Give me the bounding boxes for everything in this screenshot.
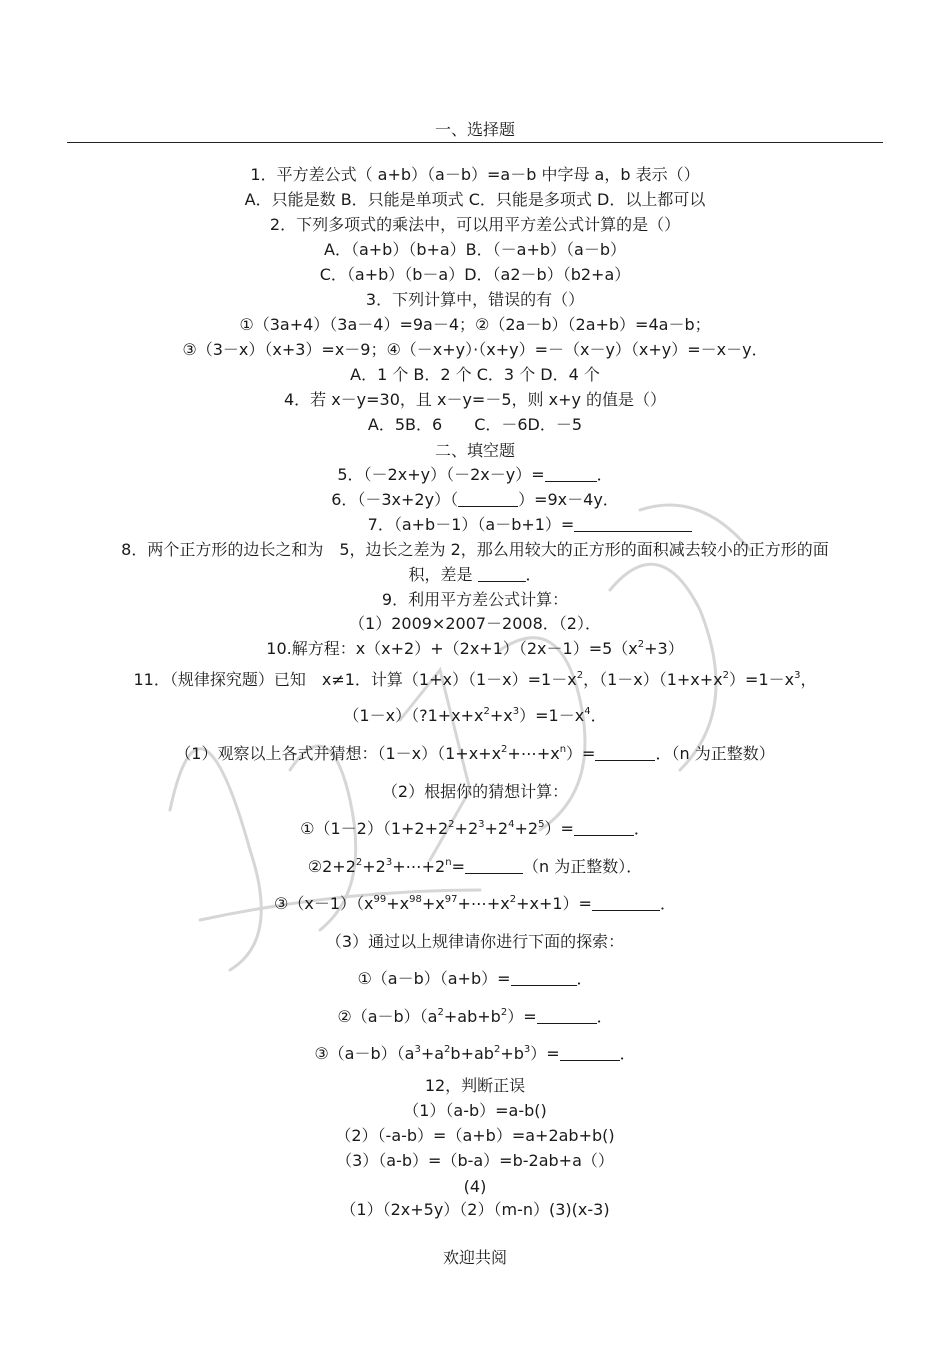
q11-line1	[40, 669, 910, 691]
q8-line2	[40, 564, 910, 586]
q6	[40, 489, 910, 511]
q11-e2-b: +ab+b	[443, 1007, 501, 1026]
q11-l1-sup1: 2	[576, 670, 584, 681]
q2-options-ab: A．（a+b）（b+a）B．（－a+b）（a－b）	[324, 240, 626, 259]
q11-e3-d: +b	[500, 1044, 524, 1063]
q11-l1-b: ，（1－x）（1+x+x	[583, 670, 723, 689]
q7-answer-blank[interactable]	[574, 515, 692, 532]
header-rule	[67, 142, 883, 143]
q5-answer-blank[interactable]	[545, 465, 597, 482]
q3-options: A．1 个 B．2 个 C．3 个 D．4 个	[350, 365, 600, 384]
q11-l2-sup1: 2	[483, 706, 490, 717]
q11-e3-sup4: 3	[523, 1044, 531, 1055]
q11-l1-c: ）=1－x	[729, 670, 795, 689]
q11-c3-sup4: 2	[509, 894, 517, 905]
q11-explore3	[40, 1043, 910, 1065]
q12-item2: （2）（-a-b）=（a+b）=a+2ab+b()	[335, 1126, 615, 1145]
q11-l2-b: +x	[489, 706, 513, 725]
q2-stem: 2．下列多项式的乘法中，可以用平方差公式计算的是（）	[269, 215, 681, 234]
q11-c1-sup4: 5	[538, 819, 545, 830]
q11-e2-answer-blank[interactable]	[537, 1007, 597, 1024]
q11-explore1	[40, 968, 910, 990]
q11-c3-sup1: 99	[373, 894, 387, 905]
q11-e3-c: b+ab	[450, 1044, 494, 1063]
q9-stem: 9．利用平方差公式计算：	[381, 590, 569, 609]
q6-answer-blank[interactable]	[458, 490, 518, 507]
q8-end: ．	[525, 565, 542, 584]
q11-c1-sup1: 2	[448, 819, 455, 830]
q11-p1-sup1: 2	[501, 744, 508, 755]
q11-l2-a: （1－x）（?1+x+x	[343, 706, 484, 725]
page-footer: 欢迎共阅	[442, 1248, 507, 1267]
q11-c1-e: ）=	[544, 819, 574, 838]
q11-c1-d: +2	[514, 819, 539, 838]
q11-c2-answer-blank[interactable]	[465, 857, 523, 874]
q11-calc3	[40, 893, 910, 915]
q11-c3-e: +x+1）=	[516, 894, 592, 913]
q11-part2-title: （2）根据你的猜想计算：	[381, 782, 569, 801]
q11-e3-a: ③（a－b）（a	[314, 1044, 415, 1063]
q11-e3-sup2: 2	[444, 1044, 451, 1055]
q11-e3-f: ．	[619, 1044, 636, 1063]
q11-e2-c: ）=	[507, 1007, 537, 1026]
q11-l1-sup2: 2	[722, 670, 730, 681]
q11-c3-f: ．	[659, 894, 676, 913]
q11-p1-b: +⋯+x	[507, 744, 560, 763]
q11-c1-f: ．	[633, 819, 650, 838]
q12-item4: (4)	[463, 1177, 487, 1196]
q11-e1-a: ①（a－b）（a+b）=	[357, 969, 511, 988]
q11-p1-sup2: n	[559, 744, 567, 755]
q11-e3-sup3: 2	[493, 1044, 501, 1055]
section-title-fill: 二、填空题	[434, 441, 515, 460]
q11-e2-d: ．	[596, 1007, 613, 1026]
q11-l2-sup2: 3	[512, 706, 520, 717]
q11-c2-c: +⋯+2	[392, 857, 446, 876]
q3-items-1-2: ①（3a+4）（3a－4）=9a－4；②（2a－b）（2a+b）=4a－b；	[239, 315, 711, 334]
q12-title: 12，判断正误	[424, 1076, 526, 1095]
q11-c3-sup3: 97	[444, 894, 458, 905]
q11-c2-d: =	[451, 857, 465, 876]
q12-item3: （3）（a-b）=（b-a）=b-2ab+a（）	[336, 1151, 614, 1170]
q12-item1: （1）（a-b）=a-b()	[403, 1101, 547, 1120]
q11-p1-d: ．（n 为正整数）	[655, 744, 775, 763]
q11-e1-answer-blank[interactable]	[511, 969, 577, 986]
q11-c2-b: +2	[362, 857, 386, 876]
q8-answer-blank[interactable]	[478, 565, 526, 582]
q11-c2-a: ②2+2	[307, 857, 356, 876]
q11-c2-e: （n 为正整数）．	[522, 857, 643, 876]
q11-c2-sup1: 2	[355, 857, 363, 868]
q11-l2-d: ．	[590, 706, 607, 725]
q11-p1-a: （1）观察以上各式并猜想：（1－x）（1+x+x	[175, 744, 502, 763]
q7	[95, 514, 950, 536]
q8-line1: 8．两个正方形的边长之和为 5，边长之差为 2，那么用较大的正方形的面积减去较小的正方形的面	[121, 540, 829, 559]
q11-c3-sup2: 98	[409, 894, 422, 905]
q11-c3-answer-blank[interactable]	[592, 894, 660, 911]
q11-e2-sup1: 2	[437, 1007, 444, 1018]
q11-l1-sup3: 3	[794, 670, 801, 681]
q11-c1-sup2: 3	[478, 819, 485, 830]
q11-c1-c: +2	[484, 819, 509, 838]
q6-end: ）=9x－4y．	[518, 490, 619, 509]
q11-line2	[40, 705, 910, 727]
q10-equation	[40, 638, 910, 660]
q10-end: +3）	[644, 639, 684, 658]
section-title-choice: 一、选择题	[434, 120, 515, 139]
q8-text: 积，差是	[408, 565, 478, 584]
q6-text: 6．（－3x+2y）（	[331, 490, 459, 509]
q1-options: A．只能是数 B．只能是单项式 C．只能是多项式 D．以上都可以	[244, 190, 706, 209]
q11-c3-a: ③（x－1）（x	[274, 894, 374, 913]
q11-e2-a: ②（a－b）（a	[337, 1007, 438, 1026]
q1-stem: 1．平方差公式（ a+b）（a－b）=a－b 中字母 a，b 表示（）	[250, 165, 700, 184]
q11-e3-answer-blank[interactable]	[560, 1044, 620, 1061]
q11-e2-sup2: 2	[500, 1007, 508, 1018]
q5-end: ．	[596, 465, 613, 484]
q11-e3-sup1: 3	[414, 1044, 421, 1055]
q11-part3-title: （3）通过以上规律请你进行下面的探索：	[325, 932, 625, 951]
q11-c1-b: +2	[454, 819, 479, 838]
q3-stem: 3．下列计算中，错误的有（）	[365, 290, 585, 309]
q2-options-cd: C．（a+b）（b－a）D．（a2－b）（b2+a）	[319, 265, 631, 284]
q11-c3-c: +x	[421, 894, 445, 913]
q11-p1-c: ）=	[566, 744, 596, 763]
q11-c1-sup3: 4	[508, 819, 515, 830]
q11-e3-e: ）=	[530, 1044, 560, 1063]
q11-l1-d: ，	[800, 670, 817, 689]
q4-options: A．5B．6 C．－6D．－5	[367, 415, 583, 434]
q4-stem: 4．若 x－y=30，且 x－y=－5，则 x+y 的值是（）	[283, 390, 667, 409]
q11-c3-d: +⋯+x	[457, 894, 510, 913]
q11-calc1	[40, 818, 910, 840]
q7-text: 7．（a+b－1）（a－b+1）=	[367, 515, 575, 534]
q3-items-3-4: ③（3－x）（x+3）=x－9；④（－x+y）·（x+y）=－（x－y）（x+y）=－x－y．	[182, 340, 768, 359]
q11-explore2	[40, 1006, 910, 1028]
q11-c2-sup3: n	[445, 857, 452, 868]
q11-l2-c: ）=1－x	[519, 706, 585, 725]
q11-e1-b: ．	[576, 969, 593, 988]
q11-part1	[40, 743, 910, 765]
q11-c3-b: +x	[386, 894, 410, 913]
q11-l1-a: 11．（规律探究题）已知 x≠1．计算（1+x）（1－x）=1－x	[133, 670, 577, 689]
q11-c2-sup2: 3	[385, 857, 393, 868]
q10-text: 10.解方程：x（x+2）+（2x+1）（2x－1）=5（x	[266, 639, 638, 658]
q11-c1-a: ①（1－2）（1+2+2	[300, 819, 449, 838]
q11-p1-answer-blank[interactable]	[595, 744, 655, 761]
q11-l2-sup3: 4	[584, 706, 591, 717]
q9-parts: （1）2009×2007－2008．（2）．	[349, 614, 601, 633]
q11-e3-b: +a	[420, 1044, 445, 1063]
q5-text: 5．（－2x+y）（－2x－y）=	[337, 465, 545, 484]
q5	[40, 464, 910, 486]
q11-c1-answer-blank[interactable]	[574, 819, 634, 836]
q11-calc2	[40, 856, 910, 878]
q10-exponent: 2	[637, 639, 645, 650]
q12-item5: （1）（2x+5y）（2）（m-n）(3)(x-3)	[340, 1200, 610, 1219]
